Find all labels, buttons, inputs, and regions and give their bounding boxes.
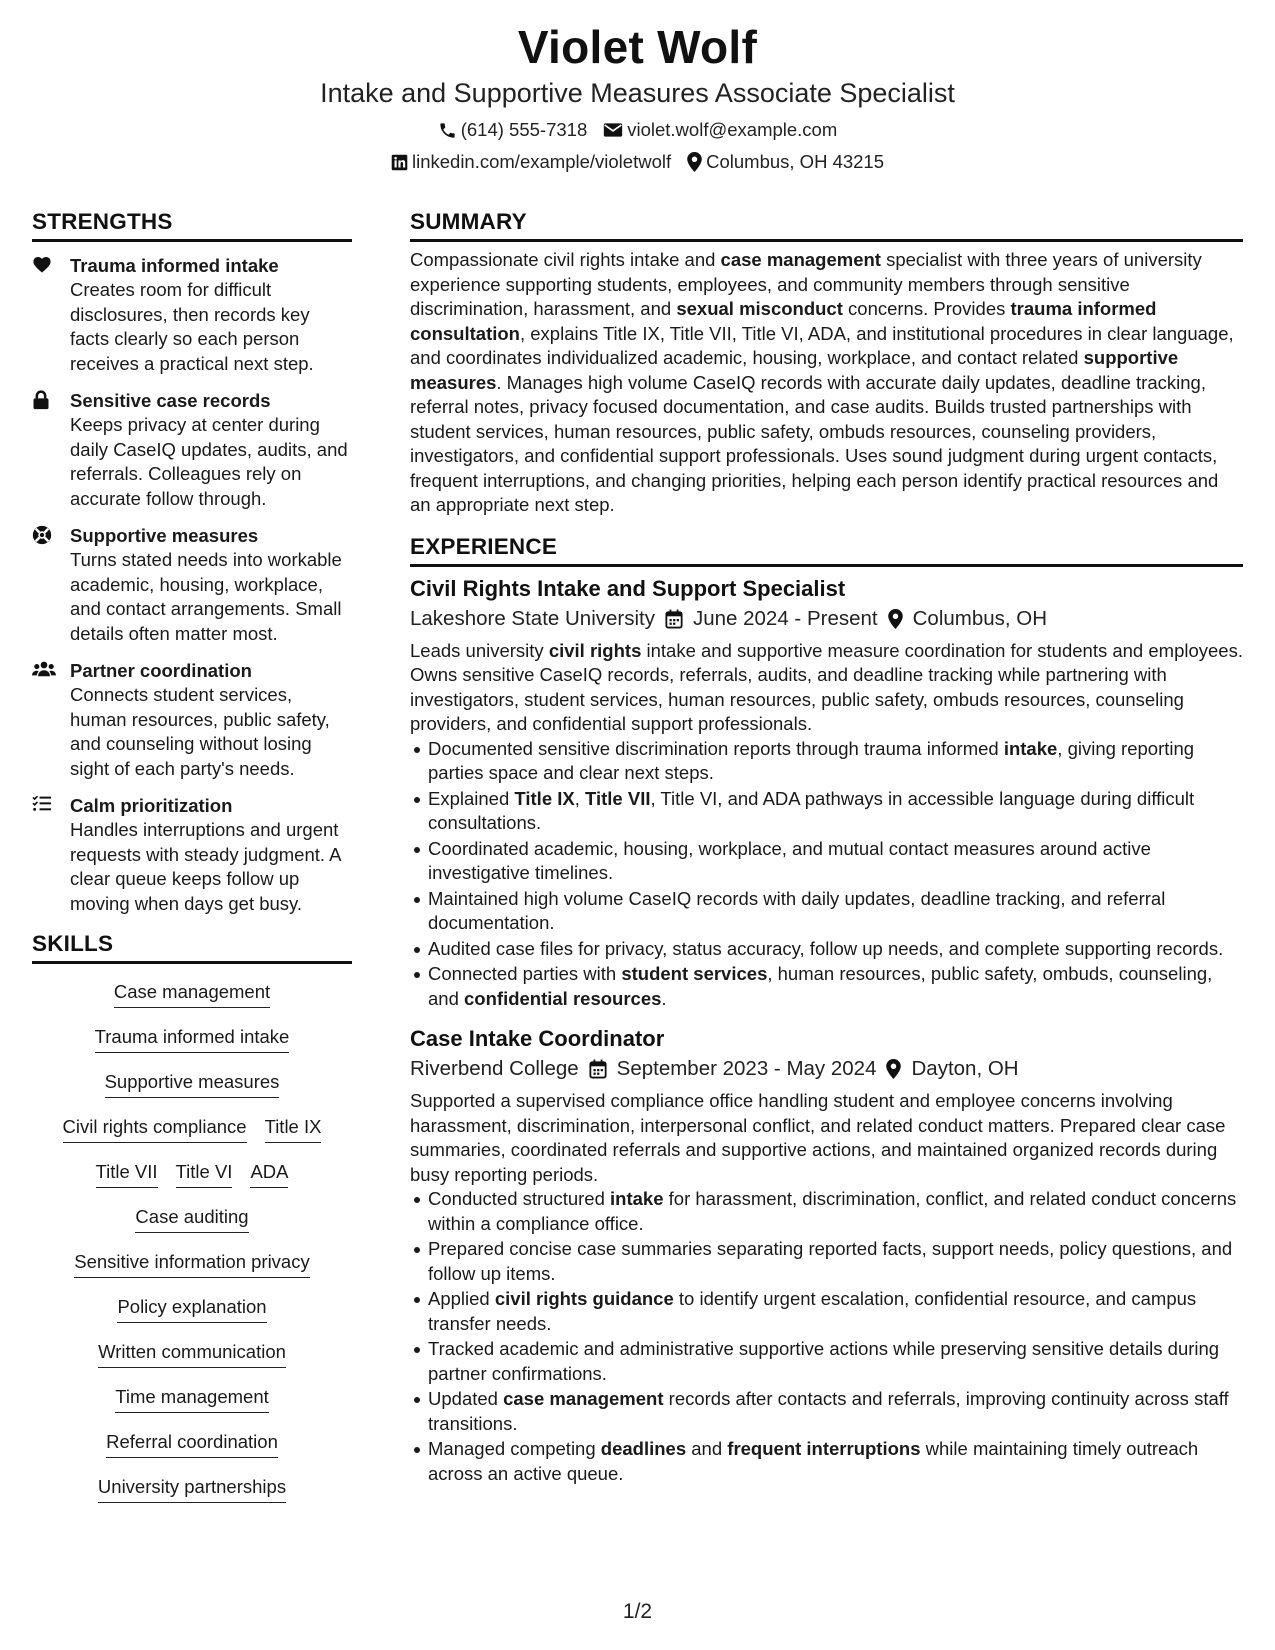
text-run: Prepared concise case summaries separating reported facts, support needs, policy questions, and follow up items. [428, 1238, 1233, 1284]
strength-item [32, 659, 352, 781]
job-bullets [410, 1187, 1243, 1486]
map-pin-icon [687, 152, 702, 172]
skill-tag: Time management [115, 1385, 269, 1413]
skill-tag: Policy explanation [117, 1295, 266, 1323]
email-address[interactable]: violet.wolf@example.com [627, 119, 838, 140]
skills-list [32, 980, 352, 1520]
bullet-item [428, 1187, 1243, 1236]
company-name: Lakeshore State University [410, 606, 655, 630]
right-column [410, 207, 1243, 1487]
skill-row [32, 1430, 352, 1475]
bullet-item [428, 1237, 1243, 1286]
bullet-item [428, 837, 1243, 886]
bold-text: supportive measures [410, 347, 1179, 393]
text-run: Compassionate civil rights intake and [410, 249, 721, 270]
job-entry [410, 1025, 1243, 1486]
phone-contact [438, 119, 588, 141]
bold-text: sexual misconduct [676, 298, 843, 319]
summary-heading: SUMMARY [410, 207, 1243, 242]
bullet-item [428, 937, 1243, 962]
phone-number: (614) 555-7318 [460, 119, 588, 140]
experience-heading: EXPERIENCE [410, 532, 1243, 567]
calendar-icon [665, 609, 683, 629]
bold-text: trauma informed consultation [410, 298, 1157, 344]
strength-description: Creates room for difficult disclosures, then records key facts clearly so each person receives a practical next step. [70, 279, 314, 374]
list-check-icon [32, 794, 70, 916]
strength-item [32, 254, 352, 376]
text-run: to identify urgent escalation, confidential resource, and campus transfer needs. [428, 1288, 1197, 1334]
text-run: , [574, 787, 586, 809]
job-title: Case Intake Coordinator [410, 1026, 665, 1051]
skill-row [32, 1115, 352, 1160]
job-title: Civil Rights Intake and Support Specialist [410, 575, 846, 601]
text-run: . Manages high volume CaseIQ records with accurate daily updates, deadline tracking, referral notes, privacy focused documentation, and case audits. Builds trusted partnerships with student services, human resources, public safety, ombuds resources, counseling providers, investigators, and confidential support professionals. Uses sound judgment during urgent contacts, frequent interruptions, and changing priorities, helping each person identify practical resources and an appropriate next step. [410, 371, 1219, 515]
text-run: Conducted structured [428, 1188, 611, 1209]
skill-tag: ADA [250, 1160, 288, 1188]
text-run: concerns. Provides [842, 298, 1011, 319]
text-run: Tracked academic and administrative supportive actions while preserving sensitive details during partner confirmations. [428, 1338, 1220, 1384]
strengths-heading: STRENGTHS [32, 207, 352, 242]
job-bullets [410, 737, 1243, 1012]
skill-tag: Referral coordination [106, 1430, 278, 1458]
email-contact[interactable] [603, 119, 837, 141]
skill-tag: Supportive measures [105, 1070, 280, 1098]
job-location [886, 1055, 1018, 1083]
skill-row [32, 1025, 352, 1070]
resume-header [0, 18, 1275, 173]
skill-row [32, 1385, 352, 1430]
text-run: , human resources, public safety, ombuds, counseling, and [428, 963, 1213, 1009]
skill-row [32, 1295, 352, 1340]
skill-tag: Written communication [98, 1340, 286, 1368]
skill-tag: Title VII [96, 1160, 158, 1188]
bullet-item [428, 1437, 1243, 1486]
text-run: Coordinated academic, housing, workplace, and mutual contact measures around active investigative timelines. [428, 837, 1151, 883]
skill-row [32, 1250, 352, 1295]
text-run: Applied [428, 1288, 495, 1309]
bullet-item [428, 787, 1243, 836]
job-location-text: Dayton, OH [911, 1057, 1019, 1080]
text-run: and [686, 1438, 728, 1459]
text-run: Leads university [410, 639, 549, 661]
text-run: Connected parties with [428, 963, 622, 984]
bold-text: frequent interruptions [727, 1438, 921, 1459]
contact-row-1 [0, 119, 1275, 141]
bold-text: case management [503, 1388, 664, 1409]
strength-title: Sensitive case records [70, 390, 271, 411]
text-run: while maintaining timely outreach across an active queue. [428, 1438, 1199, 1484]
skill-row [32, 1070, 352, 1115]
text-run: Managed competing [428, 1438, 601, 1459]
page-number: 1/2 [622, 1600, 653, 1623]
job-location-text: Columbus, OH [912, 606, 1048, 630]
summary-text [410, 248, 1243, 518]
text-run: Explained [428, 787, 515, 809]
skills-heading: SKILLS [32, 929, 352, 964]
strength-title: Partner coordination [70, 660, 252, 681]
bullet-item [428, 737, 1243, 786]
strength-description: Handles interruptions and urgent requests with steady judgment. A clear queue keeps follow up moving when days get busy. [70, 819, 341, 914]
users-icon [32, 659, 70, 781]
job-description [410, 1089, 1243, 1187]
bullet-item [428, 887, 1243, 936]
company-name: Riverbend College [410, 1057, 579, 1080]
text-run: Audited case files for privacy, status accuracy, follow up needs, and complete supporting records. [428, 937, 1224, 959]
text-run: specialist with three years of university experience supporting students, employees, and community members through sensitive discrimination, harassment, and [410, 249, 1202, 319]
strength-item [32, 389, 352, 511]
bullet-item [428, 1387, 1243, 1436]
bold-text: confidential resources [464, 987, 662, 1009]
strength-title: Calm prioritization [70, 795, 233, 816]
text-run: Updated [428, 1388, 504, 1409]
job-dates [665, 605, 878, 633]
candidate-headline: Intake and Supportive Measures Associate Specialist [320, 78, 955, 108]
skill-row [32, 1340, 352, 1385]
strength-title: Supportive measures [70, 525, 259, 546]
text-run: , giving reporting parties space and clear next steps. [428, 737, 1195, 783]
text-run: Maintained high volume CaseIQ records with daily updates, deadline tracking, and referral documentation. [428, 887, 1166, 933]
skill-tag: University partnerships [98, 1475, 286, 1503]
text-run: Supported a supervised compliance office handling student and employee concerns involving harassment, discrimination, interpersonal conflict, and related conduct matters. Prepared clear case summaries, coordinated referrals and supportive actions, and maintained organized records during busy reporting periods. [410, 1090, 1226, 1185]
skill-tag: Title IX [265, 1115, 322, 1143]
skill-row [32, 1160, 352, 1205]
skill-tag: Sensitive information privacy [74, 1250, 309, 1278]
candidate-name: Violet Wolf [517, 21, 758, 73]
skill-row [32, 1475, 352, 1520]
bold-text: civil rights [548, 639, 642, 661]
bold-text: intake [610, 1188, 664, 1209]
text-run: . [661, 987, 667, 1009]
left-column [32, 207, 352, 1520]
envelope-icon [603, 122, 623, 138]
strength-item [32, 524, 352, 646]
job-dates-text: September 2023 - May 2024 [616, 1057, 877, 1080]
strength-title: Trauma informed intake [70, 255, 279, 276]
lock-icon [32, 389, 70, 511]
job-location [888, 605, 1047, 633]
bold-text: intake [1003, 737, 1058, 759]
location-text: Columbus, OH 43215 [706, 151, 885, 172]
strength-description: Connects student services, human resources, public safety, and counseling without losing sight of each party's needs. [70, 684, 330, 779]
strength-description: Keeps privacy at center during daily CaseIQ updates, audits, and referrals. Colleagues rely on accurate follow through. [70, 414, 348, 509]
life-ring-icon [32, 524, 70, 646]
text-run: records after contacts and referrals, improving continuity across staff transitions. [428, 1388, 1229, 1434]
text-run: , explains Title IX, Title VII, Title VI, ADA, and institutional procedures in clear language, and coordinates individualized academic, housing, workplace, and contact related [410, 322, 1234, 368]
job-description [410, 639, 1243, 737]
job-meta [410, 1055, 1243, 1083]
skill-row [32, 1205, 352, 1250]
skill-row [32, 980, 352, 1025]
bullet-item [428, 1287, 1243, 1336]
bold-text: civil rights guidance [494, 1288, 674, 1309]
map-pin-icon [886, 1059, 901, 1079]
map-pin-icon [888, 609, 903, 629]
text-run: for harassment, discrimination, conflict, and related conduct concerns within a compliance office. [428, 1188, 1237, 1234]
job-dates-text: June 2024 - Present [692, 606, 878, 630]
heart-icon [32, 254, 70, 376]
bullet-item [428, 962, 1243, 1011]
skill-tag: Trauma informed intake [95, 1025, 290, 1053]
phone-icon [438, 121, 457, 140]
calendar-icon [589, 1059, 607, 1079]
skill-tag: Civil rights compliance [63, 1115, 247, 1143]
strength-description: Turns stated needs into workable academic, housing, workplace, and contact arrangements. Small details often matter most. [70, 549, 342, 644]
job-meta [410, 605, 1243, 633]
bullet-item [428, 1337, 1243, 1386]
strengths-list [32, 254, 352, 916]
bold-text: Title IX [514, 787, 575, 809]
linkedin-url[interactable]: linkedin.com/example/violetwolf [411, 151, 672, 172]
location-contact [687, 151, 884, 173]
bold-text: Title VII [585, 787, 651, 809]
text-run: Documented sensitive discrimination reports through trauma informed [428, 737, 1004, 759]
strength-item [32, 794, 352, 916]
text-run: , Title VI, and ADA pathways in accessible language during difficult consultations. [428, 787, 1195, 833]
bold-text: deadlines [600, 1438, 687, 1459]
bold-text: student services [621, 963, 768, 984]
linkedin-icon [391, 154, 408, 171]
text-run: intake and supportive measure coordination for students and employees. Owns sensitive CaseIQ records, referrals, audits, and deadline tracking while partnering with investigators, student services, human resources, public safety, ombuds resources, counseling providers, and confidential support professionals. [410, 639, 1243, 734]
skill-tag: Case auditing [135, 1205, 248, 1233]
contact-row-2 [0, 151, 1275, 173]
bold-text: case management [720, 249, 881, 270]
job-entry [410, 575, 1243, 1012]
skill-tag: Title VI [176, 1160, 233, 1188]
job-dates [589, 1055, 877, 1083]
skill-tag: Case management [114, 980, 270, 1008]
linkedin-contact[interactable] [391, 151, 671, 173]
